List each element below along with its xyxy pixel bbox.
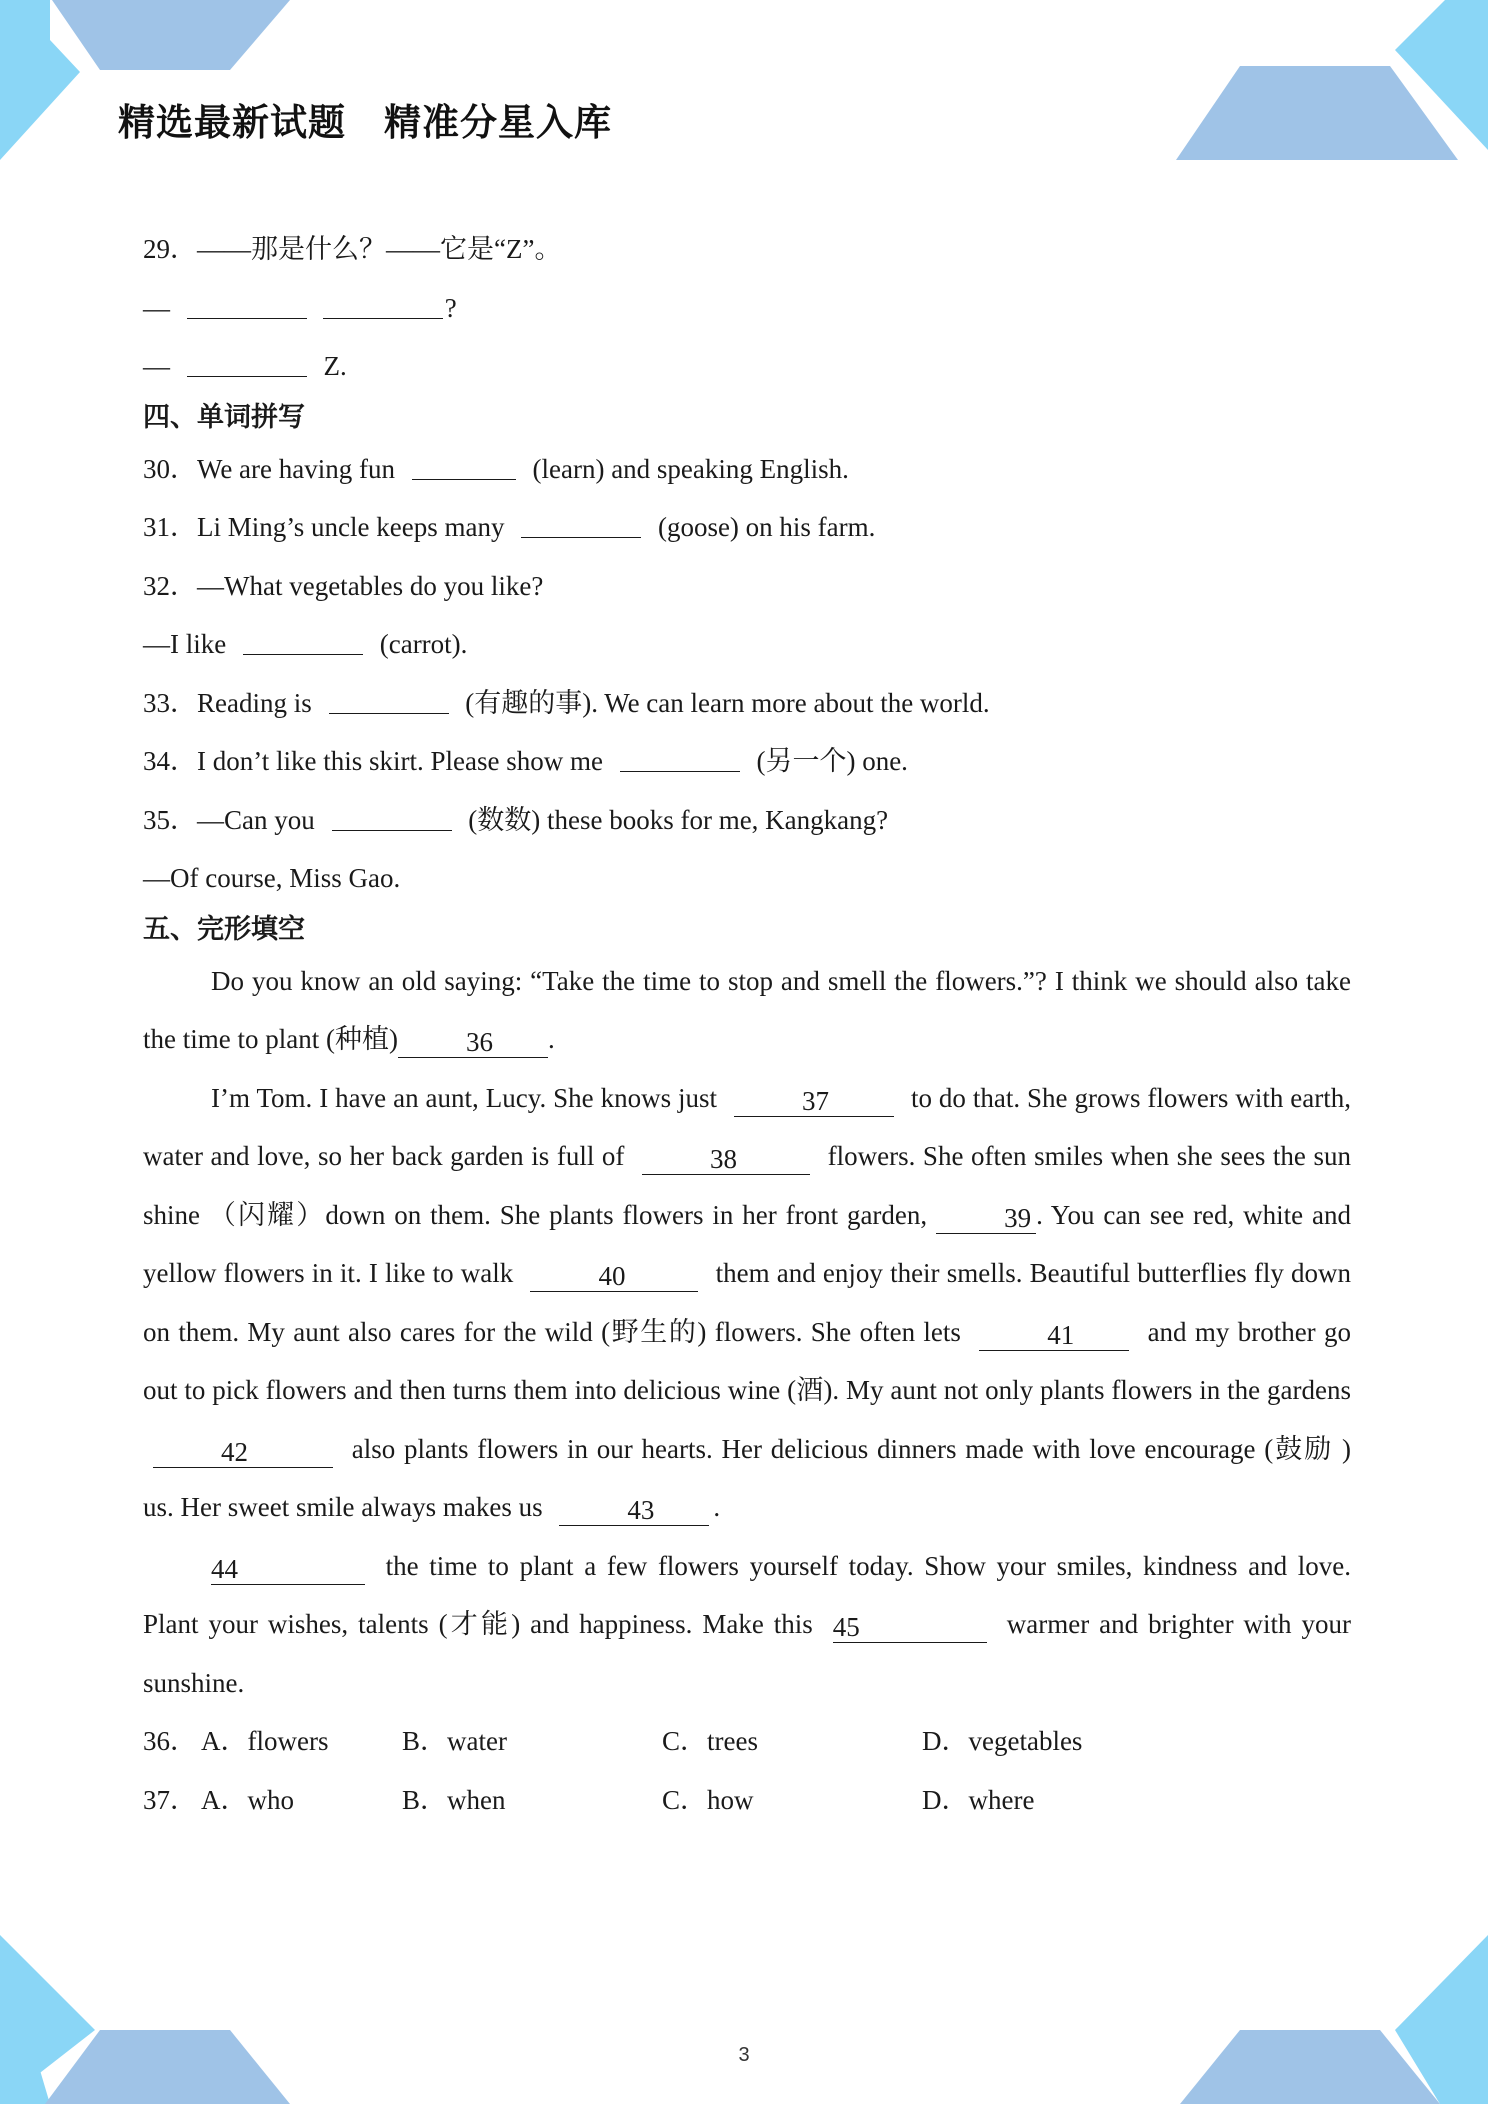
blank-42[interactable]: 42 — [153, 1437, 333, 1468]
question-32-prompt: 32．—What vegetables do you like? — [143, 570, 544, 601]
passage-paragraph-3: 44 the time to plant a few flowers yourself today. Show your smiles, kindness and love. Plant your wishes, talents (才能) and happiness. Make this 45 warmer and brighter with your sunshine. — [143, 1550, 1352, 1698]
option-b[interactable]: B．when — [402, 1784, 506, 1815]
blank-40[interactable]: 40 — [530, 1261, 698, 1292]
options-36: 36． A．flowers B．water C．trees D．vegetables — [143, 1712, 1351, 1771]
options-37: 37． A．who B．when C．how D．where — [143, 1771, 1351, 1830]
answer-blank[interactable] — [332, 804, 452, 831]
top-left-triangle — [0, 0, 80, 160]
top-right-trapezoid — [1176, 66, 1458, 160]
question-35-reply: —Of course, Miss Gao. — [143, 863, 401, 893]
page-number: 3 — [738, 2044, 750, 2066]
header-title: 精选最新试题 精准分星入库 — [118, 101, 612, 144]
answer-blank[interactable] — [412, 453, 516, 480]
answer-blank[interactable] — [323, 292, 443, 319]
blank-36[interactable]: 36 — [398, 1027, 548, 1058]
question-35: 35．—Can you (数数) these books for me, Kangkang? — [143, 804, 889, 835]
option-d[interactable]: D．where — [922, 1784, 1035, 1815]
question-32-answer: —I like (carrot). — [143, 629, 468, 659]
worksheet-content — [143, 220, 1351, 1829]
passage-paragraph-1: Do you know an old saying: “Take the time to stop and smell the flowers.”? I think we should also take the time to plant (种植) 36 . — [143, 965, 1351, 1057]
question-29-line-1: — ? — [143, 292, 457, 323]
blank-38[interactable]: 38 — [642, 1144, 810, 1175]
question-29-line-2: — Z. — [143, 351, 347, 381]
answer-blank[interactable] — [187, 292, 307, 319]
answer-blank[interactable] — [243, 628, 363, 655]
answer-blank[interactable] — [329, 687, 449, 714]
blank-44[interactable]: 44 — [211, 1554, 365, 1585]
blank-45[interactable]: 45 — [833, 1612, 987, 1643]
bottom-left-trapezoid — [45, 2030, 290, 2104]
option-b[interactable]: B．water — [402, 1726, 507, 1756]
blank-39[interactable]: 39 — [936, 1203, 1036, 1234]
option-c[interactable]: C．how — [662, 1784, 754, 1815]
question-34: 34．I don’t like this skirt. Please show me (另一个) one. — [143, 746, 908, 776]
option-a[interactable]: A．flowers — [201, 1726, 329, 1756]
section-5-title: 五、完形填空 — [143, 913, 305, 945]
question-31: 31．Li Ming’s uncle keeps many (goose) on his farm. — [143, 512, 876, 542]
bottom-right-trapezoid — [1180, 2030, 1440, 2104]
question-33: 33．Reading is (有趣的事). We can learn more about the world. — [143, 687, 990, 718]
answer-blank[interactable] — [187, 350, 307, 377]
section-4-title: 四、单词拼写 — [143, 401, 305, 433]
blank-43[interactable]: 43 — [559, 1495, 709, 1526]
blank-41[interactable]: 41 — [979, 1320, 1129, 1351]
question-30: 30．We are having fun (learn) and speaking English. — [143, 453, 849, 484]
answer-blank[interactable] — [620, 745, 740, 772]
option-d[interactable]: D．vegetables — [922, 1726, 1083, 1756]
passage-paragraph-2: I’m Tom. I have an aunt, Lucy. She knows just 37 to do that. She grows flowers with earth, water and love, so her back garden is full of 38 flowers. She often smiles when she sees the sun shine （闪耀）down on them. She plants flowers in her front garden, 39 . You can see red, white and yellow flowers in it. I like to walk 40 them and enjoy their smells. Beautiful butterflies fly down on them. My aunt also cares for the wild (野生的) flowers. She often lets 41 and my brother go out to pick flowers and then turns them into delicious wine (酒). My aunt not only plants flowers in the gardens 42 also plants flowers in our hearts. Her delicious dinners made with love encourage (鼓励 ) us. Her sweet smile always makes us 43 . — [143, 1082, 1352, 1525]
option-a[interactable]: A．who — [201, 1784, 294, 1815]
answer-blank[interactable] — [521, 511, 641, 538]
question-29-prompt: 29．——那是什么？——它是“Z”。 — [143, 234, 562, 264]
top-left-trapezoid — [52, 0, 290, 70]
blank-37[interactable]: 37 — [734, 1086, 894, 1117]
option-c[interactable]: C．trees — [662, 1726, 758, 1756]
